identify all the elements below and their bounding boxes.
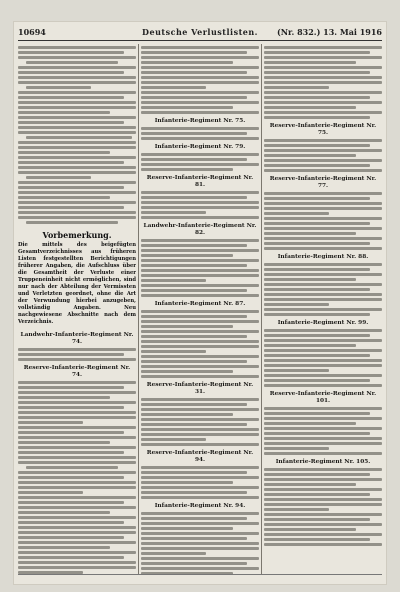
text-line: [18, 96, 124, 99]
header-rule: [18, 40, 382, 41]
text-line: [264, 359, 382, 362]
text-line: [264, 452, 382, 455]
text-line: [264, 303, 329, 306]
text-line: [264, 369, 329, 372]
text-line: [18, 201, 136, 204]
text-line: [18, 101, 136, 104]
text-line: [264, 273, 382, 276]
text-line: [264, 503, 382, 506]
text-line: [264, 192, 382, 195]
text-line: [26, 221, 118, 224]
text-line: [18, 146, 136, 149]
text-line: [141, 562, 247, 565]
text-line: [18, 211, 136, 214]
text-line: [264, 288, 370, 291]
text-line: [141, 269, 259, 272]
text-line: [141, 279, 206, 282]
text-line: [18, 386, 124, 389]
text-line: [141, 46, 259, 49]
text-line: [18, 491, 83, 494]
regiment-heading: Infanterie-Regiment Nr. 94.: [154, 503, 246, 509]
text-line: [18, 566, 136, 569]
text-line: [18, 431, 124, 434]
text-line: [264, 384, 382, 387]
text-line: [141, 168, 233, 171]
text-line: [141, 486, 259, 489]
text-line: [18, 506, 136, 509]
text-line: [141, 428, 259, 431]
text-line: [264, 349, 382, 352]
text-line: [264, 144, 370, 147]
text-line: [18, 446, 136, 449]
text-line: [141, 264, 247, 267]
text-line: [264, 149, 382, 152]
text-line: [141, 153, 259, 156]
text-line: [264, 222, 370, 225]
text-line: [18, 436, 136, 439]
text-line: [141, 211, 206, 214]
text-line: [18, 216, 136, 219]
text-line: [18, 481, 136, 484]
text-line: [18, 541, 136, 544]
text-line: [18, 456, 136, 459]
text-line: [264, 473, 370, 476]
text-line: [141, 320, 259, 323]
text-line: [264, 412, 370, 415]
text-line: [141, 330, 259, 333]
text-line: [18, 421, 83, 424]
text-line: [26, 466, 118, 469]
text-line: [264, 202, 382, 205]
text-line: [141, 466, 259, 469]
text-line: [18, 546, 110, 549]
text-line: [264, 212, 329, 215]
text-line: [18, 186, 124, 189]
text-line: [18, 196, 110, 199]
text-line: [264, 364, 382, 367]
text-line: [264, 81, 382, 84]
text-line: [18, 353, 124, 356]
text-line: [264, 432, 370, 435]
text-line: [264, 71, 370, 74]
text-line: [264, 339, 382, 342]
text-line: [264, 293, 382, 296]
text-line: [18, 66, 136, 69]
text-line: [141, 355, 259, 358]
text-line: [141, 537, 247, 540]
text-line: [141, 370, 233, 373]
regiment-heading: Reserve-Infanterie-Regiment Nr. 94.: [146, 450, 254, 463]
text-line: [141, 106, 233, 109]
text-line: [141, 418, 259, 421]
text-line: [26, 136, 132, 139]
text-line: [18, 411, 136, 414]
text-line: [18, 126, 136, 129]
issue-date: [277, 25, 382, 39]
text-line: [264, 374, 382, 377]
text-line: [141, 522, 259, 525]
text-line: [264, 488, 382, 491]
text-line: [141, 471, 247, 474]
text-line: [141, 491, 247, 494]
text-line: [141, 360, 247, 363]
regiment-heading: Landwehr-Infanterie-Regiment Nr. 74.: [20, 332, 134, 345]
text-line: [141, 335, 247, 338]
text-line: [141, 284, 259, 287]
text-line: [264, 523, 382, 526]
text-line: [18, 556, 124, 559]
text-line: [141, 274, 259, 277]
regiment-heading: Infanterie-Regiment Nr. 105.: [275, 459, 371, 465]
column-1: [18, 44, 136, 574]
column-divider: [138, 44, 139, 574]
text-line: [141, 423, 247, 426]
text-line: [141, 86, 206, 89]
regiment-heading: Reserve-Infanterie-Regiment Nr. 101.: [269, 391, 377, 404]
text-line: [141, 517, 247, 520]
regiment-heading: Infanterie-Regiment Nr. 88.: [277, 254, 369, 260]
text-line: [18, 441, 110, 444]
text-line: [264, 468, 382, 471]
text-line: [18, 166, 136, 169]
text-line: [264, 154, 356, 157]
text-line: [141, 438, 206, 441]
text-line: [264, 533, 382, 536]
text-line: [141, 345, 259, 348]
text-line: [141, 310, 259, 313]
text-line: [18, 451, 124, 454]
column-divider: [261, 44, 262, 574]
text-line: [141, 76, 259, 79]
text-line: [141, 56, 259, 59]
regiment-heading: Reserve-Infanterie-Regiment Nr. 77.: [269, 176, 377, 189]
text-line: [18, 531, 136, 534]
text-line: [264, 66, 382, 69]
text-line: [264, 268, 370, 271]
regiment-heading: Infanterie-Regiment Nr. 99.: [277, 320, 369, 326]
text-line: [264, 139, 382, 142]
text-line: [18, 561, 136, 564]
text-line: [18, 106, 136, 109]
text-line: [141, 289, 247, 292]
text-line: [141, 340, 259, 343]
text-line: [264, 61, 356, 64]
text-line: [18, 348, 136, 351]
text-line: [18, 206, 124, 209]
text-line: [264, 164, 370, 167]
text-line: [264, 498, 382, 501]
regiment-heading: Landwehr-Infanterie-Regiment Nr. 82.: [143, 223, 257, 236]
text-line: [141, 91, 259, 94]
text-line: [264, 478, 382, 481]
text-line: [18, 476, 124, 479]
text-line: [141, 512, 259, 515]
page-number: 10694: [18, 27, 46, 37]
regiment-heading: Reserve-Infanterie-Regiment Nr. 81.: [146, 175, 254, 188]
text-line: [18, 358, 136, 361]
text-line: [264, 538, 370, 541]
text-line: [264, 111, 382, 114]
text-line: [141, 325, 233, 328]
text-line: [264, 116, 370, 119]
text-line: [18, 406, 124, 409]
text-line: [264, 159, 382, 162]
text-line: [141, 244, 247, 247]
text-line: [141, 398, 259, 401]
text-line: [264, 407, 382, 410]
text-line: [141, 127, 259, 130]
text-line: [141, 254, 233, 257]
publication-date: 13. Mai 1916: [323, 27, 382, 37]
text-line: [264, 308, 382, 311]
text-line: [141, 163, 259, 166]
text-line: [141, 196, 247, 199]
text-line: [18, 486, 136, 489]
text-line: [18, 121, 124, 124]
text-line: [141, 158, 247, 161]
text-line: [141, 433, 259, 436]
text-line: [141, 259, 259, 262]
text-line: [18, 76, 136, 79]
text-line: [141, 315, 247, 318]
text-line: [264, 46, 382, 49]
column-3: [264, 44, 382, 574]
text-line: [18, 81, 136, 84]
regiment-heading: Reserve-Infanterie-Regiment Nr. 74.: [23, 365, 131, 378]
text-line: [18, 381, 136, 384]
text-line: [264, 313, 370, 316]
text-line: [141, 476, 259, 479]
text-line: [141, 81, 259, 84]
text-line: [18, 141, 136, 144]
text-line: [264, 96, 370, 99]
text-line: [141, 532, 259, 535]
footer-rule: [18, 574, 382, 575]
regiment-heading: Reserve-Infanterie-Regiment Nr. 31.: [146, 382, 254, 395]
text-line: [18, 391, 136, 394]
text-line: [141, 375, 259, 378]
regiment-heading: Infanterie-Regiment Nr. 79.: [154, 144, 246, 150]
text-line: [26, 176, 91, 179]
text-line: [141, 567, 259, 570]
text-line: [18, 181, 136, 184]
text-line: [264, 56, 382, 59]
text-line: [264, 51, 370, 54]
regiment-heading: Infanterie-Regiment Nr. 87.: [154, 301, 246, 307]
text-line: [141, 542, 259, 545]
preliminary-notice: [18, 230, 136, 326]
regiment-heading: Infanterie-Regiment Nr. 75.: [154, 118, 246, 124]
text-line: [141, 365, 259, 368]
text-line: [264, 227, 382, 230]
text-line: [264, 106, 356, 109]
text-line: [264, 232, 356, 235]
text-line: [264, 207, 382, 210]
text-line: [141, 350, 206, 353]
text-line: [264, 508, 329, 511]
text-line: [141, 101, 259, 104]
text-line: [18, 516, 136, 519]
text-line: [18, 91, 136, 94]
text-line: [18, 46, 136, 49]
text-line: [18, 191, 136, 194]
text-line: [264, 101, 382, 104]
text-line: [18, 426, 136, 429]
text-line: [264, 528, 356, 531]
text-line: [18, 551, 136, 554]
text-line: [141, 403, 247, 406]
text-line: [18, 536, 124, 539]
text-line: [18, 461, 136, 464]
text-line: [141, 216, 259, 219]
page-header: [18, 25, 382, 39]
text-line: [141, 552, 206, 555]
text-line: [264, 513, 382, 516]
text-line: [141, 496, 259, 499]
text-line: [18, 511, 110, 514]
text-line: [264, 91, 382, 94]
text-line: [264, 242, 370, 245]
text-line: [18, 116, 136, 119]
text-line: [18, 111, 110, 114]
text-line: [264, 483, 356, 486]
text-line: [141, 557, 259, 560]
text-line: [141, 527, 233, 530]
text-line: [264, 518, 370, 521]
text-line: [18, 71, 124, 74]
text-line: [141, 191, 259, 194]
text-line: [141, 71, 247, 74]
text-line: [18, 401, 136, 404]
text-line: [264, 237, 382, 240]
text-line: [264, 298, 382, 301]
text-line: [264, 263, 382, 266]
text-line: [264, 329, 382, 332]
text-line: [141, 66, 259, 69]
text-line: [264, 86, 329, 89]
text-line: [141, 481, 233, 484]
text-line: [141, 413, 233, 416]
issue-number: (Nr. 832.): [276, 27, 321, 37]
text-line: [141, 96, 247, 99]
text-line: [264, 283, 382, 286]
text-line: [264, 442, 382, 445]
text-line: [264, 493, 370, 496]
text-line: [26, 86, 91, 89]
text-line: [264, 437, 382, 440]
text-line: [141, 137, 259, 140]
text-line: [141, 239, 259, 242]
text-line: [26, 61, 118, 64]
text-line: [264, 543, 382, 546]
text-line: [264, 197, 370, 200]
text-line: [18, 526, 136, 529]
notice-title: Vorbemerkung.: [42, 230, 112, 240]
text-line: [18, 131, 136, 134]
text-line: [141, 408, 259, 411]
text-line: [18, 471, 136, 474]
text-line: [141, 249, 259, 252]
text-line: [18, 171, 136, 174]
text-line: [264, 344, 356, 347]
text-line: [141, 111, 259, 114]
text-line: [141, 61, 233, 64]
text-line: [18, 396, 110, 399]
text-line: [264, 247, 382, 250]
text-line: [264, 217, 382, 220]
text-line: [264, 76, 382, 79]
text-line: [18, 501, 124, 504]
text-line: [264, 169, 382, 172]
column-2: [141, 44, 259, 574]
text-line: [18, 161, 124, 164]
text-line: [141, 201, 259, 204]
text-line: [18, 56, 136, 59]
page-title: Deutsche Verlustlisten.: [142, 27, 258, 37]
text-line: [264, 447, 329, 450]
text-line: [264, 354, 370, 357]
text-line: [264, 334, 370, 337]
notice-body: Die mittels des beigefügten Gesamtverzeichnisses aus früheren Listen festgestellten Berichtigungen früherer Angaben, die Aufschluss über die Gesamtheit der Verluste einer Truppeneinheit nicht ermöglichen, sind nur nach der Abteilung der Vermissten und Verletzten geordnet, ohne die Art der Verwundung hierbei anzugeben, vollständig Angaben. Neu nachgewiesene Abschnitte nach dem Verzeichnis.: [18, 242, 136, 325]
text-line: [18, 51, 124, 54]
text-line: [141, 443, 259, 446]
text-line: [18, 496, 136, 499]
text-line: [264, 417, 382, 420]
text-line: [18, 416, 136, 419]
text-line: [18, 156, 136, 159]
text-line: [141, 294, 259, 297]
regiment-heading: Reserve-Infanterie-Regiment Nr. 75.: [269, 123, 377, 136]
text-line: [264, 379, 370, 382]
text-line: [264, 278, 356, 281]
text-line: [141, 206, 259, 209]
text-line: [264, 427, 382, 430]
text-line: [141, 547, 259, 550]
text-line: [141, 51, 247, 54]
text-line: [18, 521, 124, 524]
text-line: [264, 422, 356, 425]
text-line: [18, 151, 110, 154]
text-line: [141, 132, 247, 135]
